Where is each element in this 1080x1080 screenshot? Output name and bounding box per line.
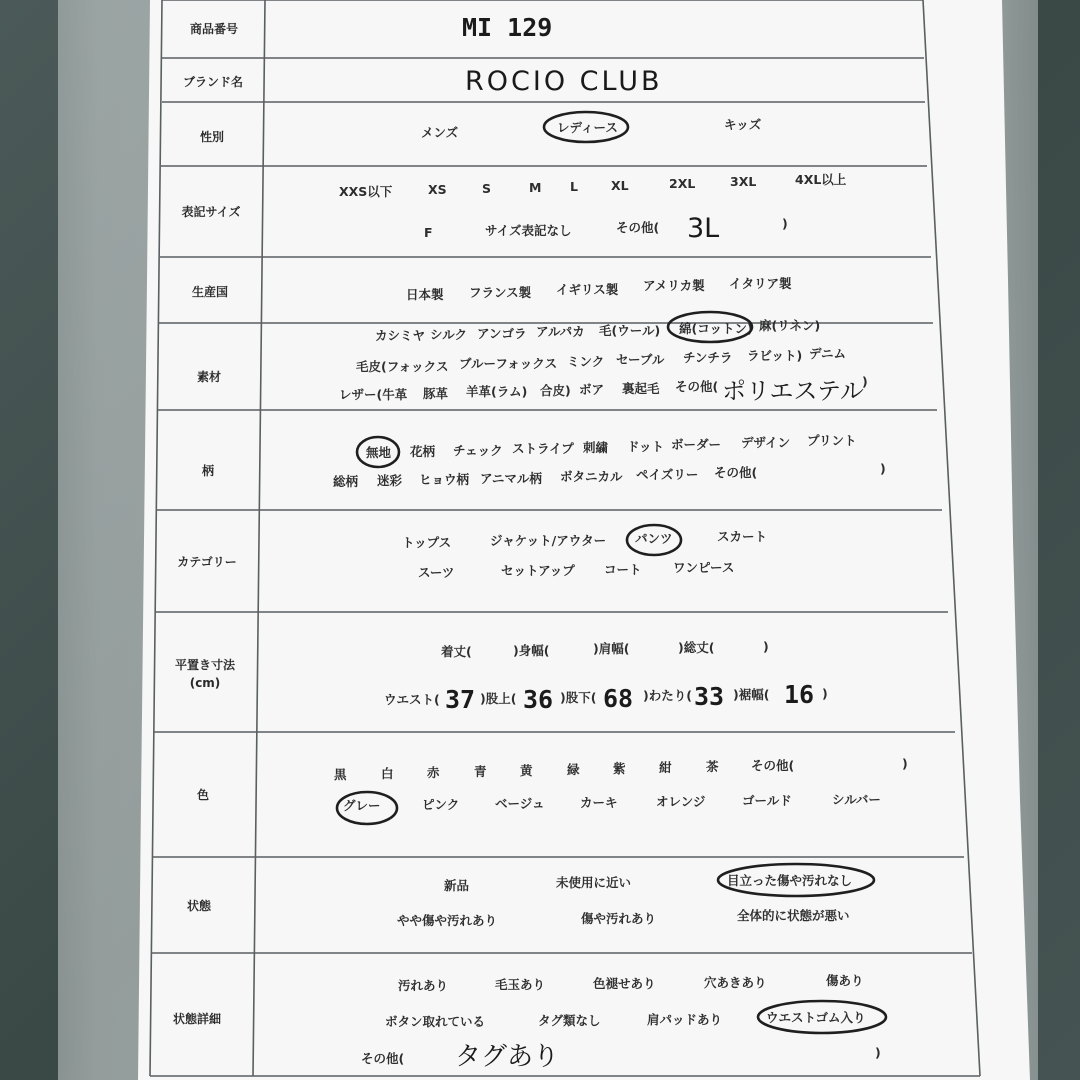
option-damage: 傷や汚れあり [581, 911, 657, 926]
option-s: S [482, 181, 492, 196]
option-fading: 色褪せあり [593, 976, 656, 991]
option-plain: 無地 [366, 445, 392, 460]
option-synthetic: 合皮) [540, 383, 571, 398]
label-pattern: 柄 [201, 464, 215, 478]
option-embroidery: 刺繍 [583, 440, 609, 455]
option-all-over: 総柄 [333, 474, 359, 489]
option-navy: 紺 [659, 760, 672, 775]
option-silk: シルク [430, 327, 467, 342]
option-mens: メンズ [421, 125, 459, 140]
option-khaki: カーキ [580, 795, 618, 810]
option-silver: シルバー [832, 792, 881, 807]
label-condition-detail: 状態詳細 [172, 1012, 222, 1026]
option-leopard: ヒョウ柄 [419, 472, 470, 487]
option-brushed: 裏起毛 [622, 381, 660, 396]
option-pattern-other-close: ) [880, 461, 886, 476]
option-linen: 麻(リネン) [759, 318, 821, 333]
option-fur-fox: 毛皮(フォックス [356, 359, 449, 374]
option-uk: イギリス製 [556, 282, 619, 297]
option-color-other: その他( [751, 758, 795, 773]
option-holes: 穴あきあり [704, 975, 767, 990]
waist-value: 37 [445, 685, 476, 714]
option-slight-damage: やや傷や汚れあり [397, 913, 498, 928]
option-l: L [570, 179, 578, 194]
option-kids: キッズ [724, 117, 762, 132]
option-pig: 豚革 [423, 386, 449, 401]
option-cotton: 綿(コットン) [679, 321, 753, 336]
option-scratches: 傷あり [826, 973, 864, 988]
option-no-tags: タグ類なし [538, 1013, 601, 1028]
option-leather-cow: レザー(牛革 [339, 387, 408, 402]
meas-waist: ウエスト( [384, 692, 440, 707]
option-botanical: ボタニカル [560, 469, 623, 484]
option-wool: 毛(ウール) [599, 323, 661, 338]
option-button-missing: ボタン取れている [385, 1014, 486, 1029]
option-cashmere: カシミヤ [375, 328, 426, 343]
option-japan: 日本製 [406, 287, 444, 302]
option-new: 新品 [444, 878, 470, 893]
option-black: 黒 [334, 767, 347, 782]
option-bad-condition: 全体的に状態が悪い [737, 908, 850, 923]
meas-hem-close: ) [822, 686, 828, 701]
label-measurements: 平置き寸法 [174, 658, 236, 672]
label-condition: 状態 [186, 899, 212, 913]
option-shoulder-pads: 肩パッドあり [647, 1012, 723, 1027]
option-usa: アメリカ製 [643, 278, 705, 293]
meas-rise: )股上( [480, 691, 517, 706]
option-chinchilla: チンチラ [683, 350, 733, 365]
option-material-other-close: ) [862, 374, 868, 389]
option-check: チェック [453, 443, 503, 458]
option-no-size: サイズ表記なし [485, 223, 572, 238]
option-xl: XL [611, 178, 629, 193]
label-category: カテゴリー [177, 555, 237, 569]
option-angora: アンゴラ [477, 326, 527, 341]
option-paisley: ペイズリー [636, 467, 699, 482]
option-gold: ゴールド [742, 793, 792, 808]
option-france: フランス製 [469, 285, 532, 300]
label-material: 素材 [196, 370, 222, 384]
thigh-value: 33 [694, 682, 725, 711]
option-dirt: 汚れあり [398, 978, 449, 993]
option-italy: イタリア製 [729, 276, 792, 291]
hem-value: 16 [784, 680, 815, 709]
label-gender: 性別 [199, 130, 225, 144]
option-mink: ミンク [567, 354, 605, 369]
option-dot: ドット [627, 439, 665, 454]
meas-length: 着丈( [441, 644, 472, 659]
option-pattern-other: その他( [714, 465, 758, 480]
label-brand: ブランド名 [182, 75, 244, 89]
option-jacket: ジャケット/アウター [490, 533, 607, 548]
meas-width: )身幅( [513, 643, 550, 658]
option-4xl: 4XL以上 [795, 172, 847, 187]
option-stripe: ストライプ [512, 441, 574, 456]
option-blue-fox: ブルーフォックス [459, 356, 558, 371]
meas-shoulder: )肩幅( [593, 641, 630, 656]
option-print: プリント [807, 433, 857, 448]
option-white: 白 [381, 766, 394, 781]
option-size-other-close: ) [782, 216, 788, 231]
option-ladies: レディース [557, 120, 618, 135]
option-suit: スーツ [418, 565, 455, 580]
option-border: ボーダー [671, 437, 722, 452]
option-skirt: スカート [717, 529, 768, 544]
option-boa: ボア [579, 382, 605, 397]
option-floral: 花柄 [410, 444, 436, 459]
option-rabbit: ラビット) [747, 348, 803, 363]
option-gray: グレー [343, 798, 381, 813]
option-color-other-close: ) [902, 756, 908, 771]
label-product-number: 商品番号 [189, 22, 239, 36]
option-near-unused: 未使用に近い [556, 875, 632, 890]
option-detail-other: その他( [361, 1051, 405, 1066]
option-xxs: XXS以下 [339, 184, 393, 199]
option-tops: トップス [402, 535, 452, 550]
label-measurements-unit: (cm) [189, 676, 221, 690]
option-red: 赤 [427, 765, 440, 780]
label-size: 表記サイズ [181, 205, 241, 219]
option-pilling: 毛玉あり [495, 977, 546, 992]
option-material-other: その他( [675, 379, 719, 394]
option-green: 緑 [567, 762, 580, 777]
option-detail-other-close: ) [875, 1045, 881, 1060]
detail-other-value: タグあり [455, 1042, 560, 1072]
meas-total-close: ) [763, 639, 769, 654]
rise-value: 36 [523, 685, 554, 714]
brand-name-value: ROCIO CLUB [465, 66, 663, 97]
meas-thigh: )わたり( [643, 688, 692, 703]
option-xs: XS [428, 182, 447, 197]
option-f: F [424, 225, 433, 240]
option-m: M [529, 180, 542, 195]
option-sable: セーブル [616, 352, 665, 367]
option-2xl: 2XL [669, 176, 696, 191]
label-color: 色 [196, 788, 210, 802]
option-setup: セットアップ [501, 563, 575, 578]
option-waist-elastic: ウエストゴム入り [766, 1010, 866, 1025]
option-denim: デニム [809, 346, 847, 361]
option-blue: 青 [474, 764, 487, 779]
inseam-value: 68 [603, 684, 634, 713]
option-purple: 紫 [613, 761, 626, 776]
option-design: デザイン [741, 435, 791, 450]
option-3xl: 3XL [730, 174, 757, 189]
option-orange: オレンジ [656, 794, 706, 809]
option-camo: 迷彩 [377, 473, 403, 488]
option-animal: アニマル柄 [480, 471, 542, 486]
option-no-damage: 目立った傷や汚れなし [727, 873, 853, 888]
option-onepiece: ワンピース [673, 560, 735, 575]
option-beige: ベージュ [495, 796, 545, 811]
material-other-value: ポリエステル [722, 377, 864, 405]
option-size-other: その他( [616, 220, 660, 235]
meas-total: )総丈( [678, 640, 715, 655]
label-origin: 生産国 [191, 285, 229, 299]
size-other-value: 3L [687, 213, 720, 244]
option-alpaca: アルパカ [536, 324, 585, 339]
option-pink: ピンク [422, 797, 460, 812]
option-pants: パンツ [635, 531, 673, 546]
option-yellow: 黄 [520, 763, 533, 778]
meas-inseam: )股下( [560, 690, 597, 705]
option-coat: コート [604, 562, 642, 577]
option-lamb: 羊革(ラム) [466, 384, 528, 399]
option-brown: 茶 [706, 759, 719, 774]
product-number-value: MI 129 [462, 13, 553, 42]
meas-hem: )裾幅( [733, 687, 770, 702]
